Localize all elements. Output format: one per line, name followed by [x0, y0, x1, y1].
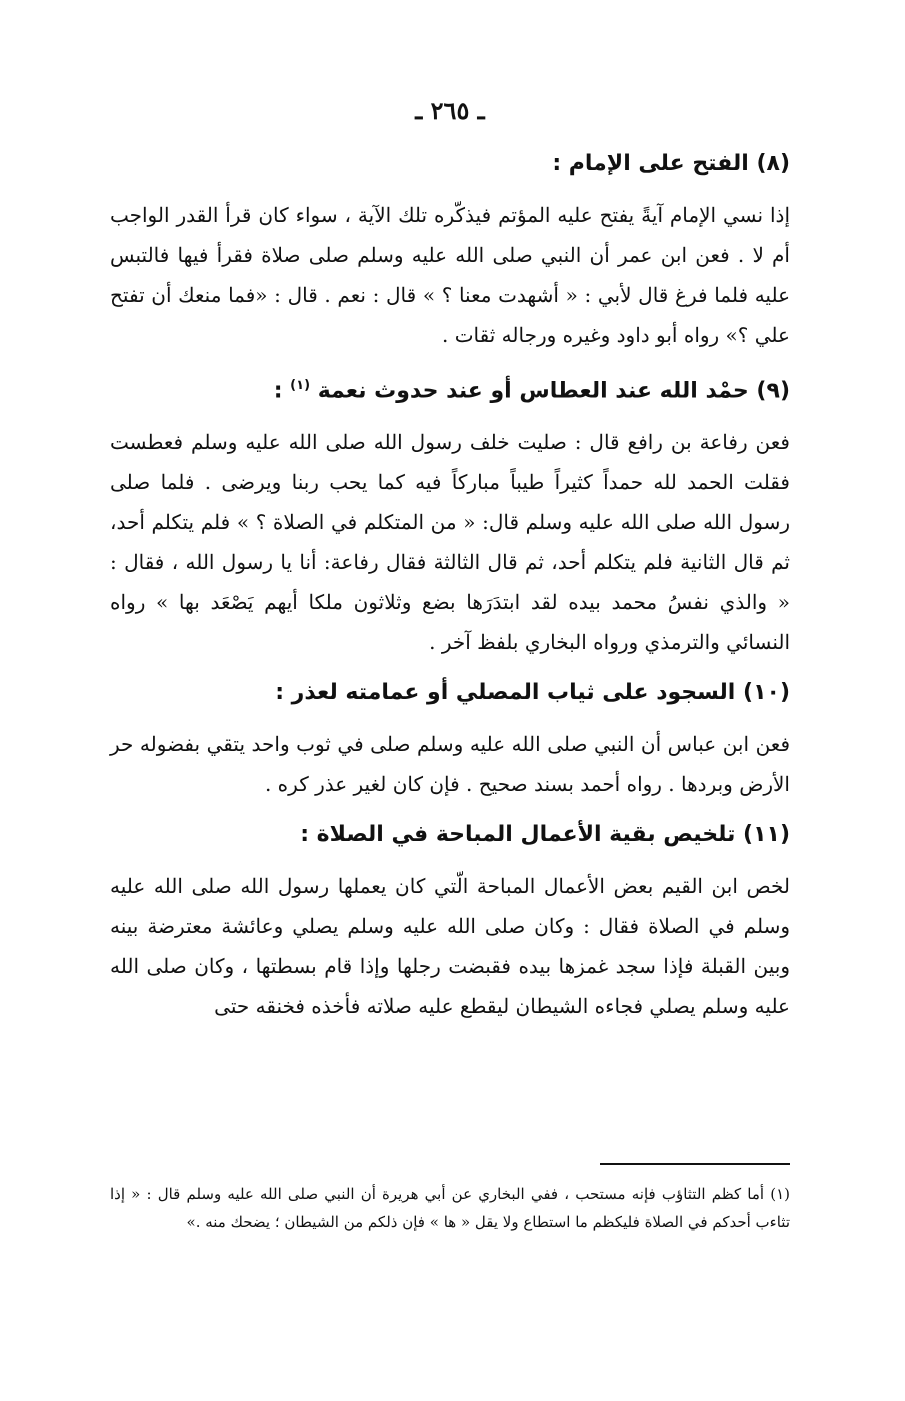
footnote: (١) أما كظم التثاؤب فإنه مستحب ، ففي البخاري عن أبي هريرة أن النبي صلى الله عليه وسلم قال : « إذا تثاءب أحدكم في الصلاة فليكظم ما استطاع ولا يقل « ها » فإن ذلكم من الشيطان ؛ يضحك منه .» — [110, 1185, 790, 1231]
section-heading-10: (١٠) السجود على ثياب المصلي أو عمامته لعذر : — [275, 680, 790, 706]
section-paragraph-11: لخص ابن القيم بعض الأعمال المباحة الّتي كان يعملها رسول الله صلى الله عليه وسلم في الصلاة فقال : وكان صلى الله عليه وسلم يصلي وعائشة معترضة بينه وبين القبلة فإذا سجد غمزها بيده فقبضت رجلها وإذا قام بسطتها ، وكان صلى الله عليه وسلم يصلي فجاءه الشيطان ليقطع عليه صلاته فأخذه فخنقه حتى — [110, 874, 790, 1019]
page-number: ـ ٢٦٥ ـ — [415, 96, 485, 125]
section-heading-11: (١١) تلخيص بقية الأعمال المباحة في الصلاة : — [300, 822, 790, 848]
section-paragraph-9: فعن رفاعة بن رافع قال : صليت خلف رسول الله صلى الله عليه وسلم فعطست فقلت الحمد لله حمداً كثيراً طيباً مباركاً فيه كما يحب ربنا ويرضى . فلما صلى رسول الله صلى الله عليه وسلم قال: « من المتكلم في الصلاة ؟ » فلم يتكلم أحد، ثم قال الثانية فلم يتكلم أحد، ثم قال الثالثة فقال رفاعة: أنا يا رسول الله ، فقال : « والذي نفسُ محمد بيده لقد ابتدَرَها بضع وثلاثون ملكا أيهم يَصْعَد بها » رواه النسائي والترمذي ورواه البخاري بلفظ آخر . — [110, 430, 790, 655]
footnote-reference: (١) — [290, 378, 311, 393]
footnote-divider — [600, 1163, 790, 1165]
page-body — [110, 96, 790, 1040]
section-paragraph-10: فعن ابن عباس أن النبي صلى الله عليه وسلم صلى في ثوب واحد يتقي بفضوله حر الأرض وبردها . رواه أحمد بسند صحيح . فإن كان لغير عذر كره . — [110, 732, 790, 797]
section-heading-9-text: (٩) حمْد الله عند العطاس أو عند حدوث نعمة — [317, 378, 790, 404]
section-paragraph-8: إذا نسي الإمام آيةً يفتح عليه المؤتم فيذكّره تلك الآية ، سواء كان قرأ القدر الواجب أم لا . فعن ابن عمر أن النبي صلى الله عليه وسلم صلى صلاة فقرأ فيها فالتبس عليه فلما فرغ قال لأبي : « أشهدت معنا ؟ » قال : نعم . قال : «فما منعك أن تفتح علي ؟» رواه أبو داود وغيره ورجاله ثقات . — [110, 203, 790, 347]
section-heading-9-end: : — [273, 378, 291, 404]
section-heading-8: (٨) الفتح على الإمام : — [552, 151, 790, 176]
section-heading-9 — [110, 369, 790, 408]
